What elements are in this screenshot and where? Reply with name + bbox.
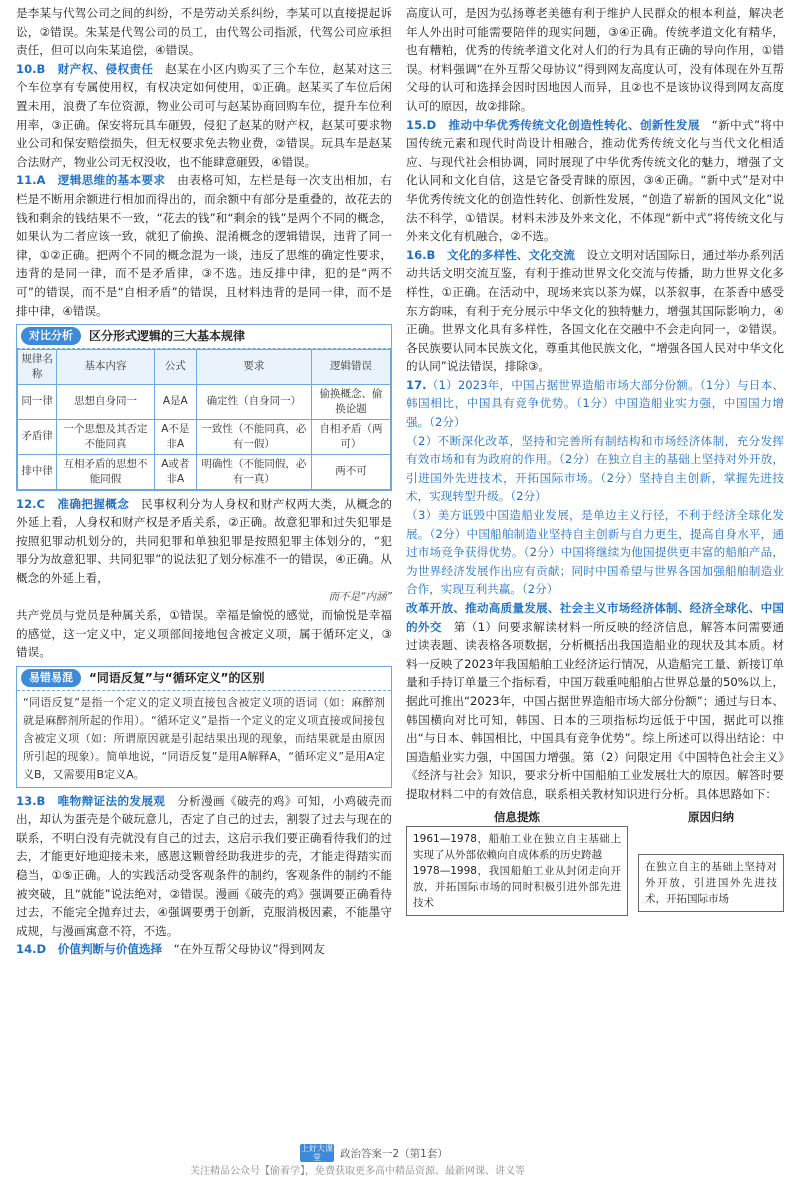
question-12 <box>16 495 392 588</box>
q12-body: 民事权利分为人身权和财产权两大类，从概念的外延上看，人身权和财产权是矛盾关系，②正确。故意犯罪和过失犯罪是按照犯罪动机划分的，共同犯罪和单独犯罪是按照犯罪主体划分的，“犯罪分为故意犯罪、共同犯罪”的说法犯了划分标准不一的错误，④正确。从概念的外延上看， <box>16 496 392 586</box>
confusable-title: “同语反复”与“循环定义”的区别 <box>89 671 265 686</box>
q10-body: 赵某在小区内购买了三个车位，赵某对这三个车位享有专属使用权，有权决定如何使用，①正确。赵某买了车位后闲置未用，浪费了车位资源，物业公司可与赵某协商回购车位，提升车位利用率，③正确。保安将玩具车砸毁，侵犯了赵某的财产权，赵某可要求物业公司和保安赔偿损失，但无权要求免去物业费，②错误。玩具车是赵某合法财产，物业公司无权没收，也不能肆意砸毁，④错误。 <box>16 61 392 169</box>
q14-continued: 高度认可，是因为弘扬尊老美德有利于维护人民群众的根本利益，解决老年人外出时可能需要陪伴的现实问题，③④正确。传统孝道文化有精华，也有糟粕，优秀的传统孝道文化对人们的行为具有正确的导向作用，①错误。材料强调“在外互帮父母协议”得到网友高度认可，没有体现在外互帮父母的认可和选择会因时因地因人而异，且②也不是该协议得到网友高度认可的原因，故②排除。 <box>406 6 784 113</box>
table-header-cell: 基本内容 <box>57 349 154 384</box>
question-17-part1 <box>406 376 784 432</box>
flow-left <box>406 808 628 917</box>
table-header-row <box>18 349 391 384</box>
flow-info-box: 1961—1978，船舶工业在独立自主基础上实现了从外部依赖向自成体系的历史跨越 1978—1998，我国船舶工业从封闭走向开放，并拓国际市场的同时积极引进外部先进技术 <box>406 826 628 916</box>
table-cell: 自相矛盾（两可） <box>312 419 391 454</box>
footer-note: 关注精品公众号【偷着学】，免费获取更多高中精品资源、最新网课、讲义等 <box>190 1166 525 1177</box>
question-16 <box>406 246 784 376</box>
question-13 <box>16 792 392 941</box>
left-column <box>16 4 392 959</box>
table-cell: A是A <box>154 384 196 419</box>
analysis <box>406 599 784 804</box>
compare-box-header <box>17 325 391 349</box>
compare-tag: 对比分析 <box>21 327 81 345</box>
question-15 <box>406 116 784 246</box>
table-cell: 两不可 <box>312 454 391 489</box>
table-header-cell: 规律名称 <box>18 349 57 384</box>
compare-title: 区分形式逻辑的三大基本规律 <box>89 329 246 344</box>
table-cell: 确定性（自身同一） <box>196 384 311 419</box>
page-footer <box>0 1138 800 1176</box>
analysis-heading: 改革开放、推动高质量发展、社会主义市场经济体制、经济全球化、中国的外交 <box>406 601 784 634</box>
table-row <box>18 454 391 489</box>
table-cell: 排中律 <box>18 454 57 489</box>
footer-center <box>300 1144 448 1162</box>
table-cell: 矛盾律 <box>18 419 57 454</box>
q13-body: 分析漫画《破壳的鸡》可知，小鸡破壳而出，却认为蛋壳是个破玩意儿，否定了自己的过去，割裂了过去与现在的联系，不明白没有壳就没有自己的过去，这启示我们要正确看待我们的过去，才能更好地迎接未来，感恩这颗曾经助我进步的壳，才能走得踏实而稳当，①⑤正确。人的实践活动受客观条件的制约，客观条件的制约不能被突破，且“就能”说法绝对，②错误。漫画《破壳的鸡》强调要正确看待过去，不能完全抛弃过去，④强调要勇于创新，克服消极因素，不能墨守成规，与漫画寓意不符，不选。 <box>16 793 392 938</box>
table-cell: 偷换概念、偷换论题 <box>312 384 391 419</box>
table-header-cell: 公式 <box>154 349 196 384</box>
confusable-box <box>16 666 392 788</box>
question-10 <box>16 60 392 172</box>
q16-heading: 16.B 文化的多样性、文化交流 <box>406 247 575 262</box>
q14-heading: 14.D 价值判断与价值选择 <box>16 942 163 957</box>
table-row <box>18 419 391 454</box>
question-14 <box>16 940 392 959</box>
table-cell: A不是非A <box>154 419 196 454</box>
flow-label-reason: 原因归纳 <box>688 809 734 824</box>
table-cell: 同一律 <box>18 384 57 419</box>
q17-answer-1: （1）2023年，中国占据世界造船市场大部分份额。（1分）与日本、韩国相比，中国具有竞争优势。（1分）中国造船业实力强，中国国力增强。（2分） <box>406 377 784 430</box>
question-11 <box>16 171 392 320</box>
q17-answer-2: （2）不断深化改革，坚持和完善所有制结构和市场经济体制，充分发挥有效市场和有为政府的作用。（2分）在独立自主的基础上坚持对外开放，引进国外先进技术，开拓国际市场。（2分）坚持自主创新，掌握先进技术，实现转型升级。（2分） <box>406 433 784 504</box>
table-header-cell: 逻辑错误 <box>312 349 391 384</box>
analysis-body: 第（1）问要求解读材料一所反映的经济信息，解答本问需要通过读表题、读表格各项数据，分析概括出我国造船业的现状及其本质。材料一反映了2023年我国船舶工业经济运行情况，从造船完工量、新接订单量和手持订单量三个指标看，中国万载重吨船舶占世界总量的50%以上，据此可推出“2023年，中国占据世界造船市场大部分份额”；通过与日本、韩国横向对比可知，韩国、日本的三项指标均远低于中国，据此可以推出“与日本、韩国相比，中国具有竞争优势”。综上所述可以得出结论：中国造船业实力强，中国国力增强。第（2）问限定用《中国特色社会主义》《经济与社会》知识，要求分析中国船舶工业发展壮大的原因。解答时要提取材料二中的有效信息，联系相关教材知识进行分析。具体思路如下： <box>406 619 784 801</box>
right-column <box>406 4 784 916</box>
q12-tail: 共产党员与党员是种属关系，①错误。幸福是愉悦的感觉，而愉悦是幸福的感觉，这一定义中，定义项部间接地包含被定义项，属于循环定义，③错误。 <box>16 608 392 660</box>
logic-laws-table <box>17 349 391 490</box>
q14-body: “在外互帮父母协议”得到网友 <box>173 942 325 957</box>
table-cell: A或者非A <box>154 454 196 489</box>
table-cell: 思想自身同一 <box>57 384 154 419</box>
confusable-box-header <box>17 667 391 691</box>
publisher-logo: 上好大课堂 <box>301 1144 333 1162</box>
table-cell: 互相矛盾的思想不能同假 <box>57 454 154 489</box>
flow-label-info: 信息提炼 <box>494 809 540 824</box>
q17-answer-3: （3）美方诋毁中国造船业发展，是单边主义行径，不利于经济全球化发展。（2分）中国船舶制造业坚持自主创新与自力更生，提高自身水平，通过市场竞争获得优势。（2分）中国将继续为他国提供更丰富的船舶产品，为世界经济发展作出应有贡献；同时中国希望与世界各国加强船舶制造业合作，实现互利共赢。（2分） <box>406 508 784 597</box>
q13-heading: 13.B 唯物辩证法的发展观 <box>16 793 166 808</box>
table-cell: 一个思想及其否定不能同真 <box>57 419 154 454</box>
page-label: 政治答案一2（第1套） <box>340 1147 448 1160</box>
table-cell: 明确性（不能同假，必有一真） <box>196 454 311 489</box>
q16-body: 设立文明对话国际日，通过举办系列活动共话文明交流互鉴，有利于推动世界文化交流与传播，助力世界文化多样性，①正确。在活动中，现场来宾以茶为媒，以茶叙事，在茶香中感受东方韵味，有利于充分展示中华文化的独特魅力，增强其国际影响力，④正确。世界文化具有多样性，各国文化在交融中不会走向同一，②错误。各民族要认同本民族文化，尊重其他民族文化，“增强各国人民对中华文化的认同”说法错误，排除③。 <box>406 247 784 374</box>
q15-body: “新中式”将中国传统元素和现代时尚设计相融合，推动优秀传统文化与当代文化相适应、与现代社会相协调，同时展现了中华优秀传统文化的魅力，增强了文化认同和文化自信，这是它备受青睐的原因，③④正确。“新中式”是对中华优秀传统文化的创造性转化、创新性发展，“创造了崭新的国风文化”说法不科学，①错误。材料未涉及外来文化，不体现“新中式”将传统文化与外来文化有机融合，②不选。 <box>406 117 784 244</box>
flow-reason-box: 在独立自主的基础上坚持对外开放，引进国外先进技术，开拓国际市场 <box>638 854 784 912</box>
q12-heading: 12.C 准确把握概念 <box>16 496 130 511</box>
intro-paragraph: 是李某与代驾公司之间的纠纷，不是劳动关系纠纷，李某可以直接提起诉讼，②错误。朱某是代驾公司的员工，由代驾公司指派，代驾公司应承担责任，但可以向朱某追偿，④错误。 <box>16 6 392 58</box>
compare-analysis-box <box>16 324 392 491</box>
q17-number: 17. <box>406 377 427 392</box>
handwritten-note: 而不是“内涵” <box>328 590 392 603</box>
table-cell: 一致性（不能同真，必有一假） <box>196 419 311 454</box>
flow-right <box>638 808 784 917</box>
q11-body: 由表格可知，左栏是每一次支出相加，右栏是不断用余额进行相加而得出的，而余额中有部分是重叠的，故花去的钱和剩余的钱结果不一致，“花去的钱”和“剩余的钱”是两个不同的概念，如果认为二者应该一致，就犯了偷换、混淆概念的逻辑错误，违背了同一律，①②正确。把两个不同的概念混为一谈，违反了思维的确定性要求，违背的是同一律，而不是矛盾律，③不选。违反排中律，犯的是“两不可”的错误，而不是“自相矛盾”的错误，且材料违背的是同一律，而不是排中律，④错误。 <box>16 173 392 318</box>
table-header-cell: 要求 <box>196 349 311 384</box>
confusable-tag: 易错易混 <box>21 669 81 687</box>
table-row <box>18 384 391 419</box>
reasoning-flow <box>406 808 784 917</box>
q15-heading: 15.D 推动中华优秀传统文化创造性转化、创新性发展 <box>406 117 700 132</box>
q11-heading: 11.A 逻辑思维的基本要求 <box>16 173 166 188</box>
q10-heading: 10.B 财产权、侵权责任 <box>16 61 154 76</box>
confusable-body: “同语反复”是指一个定义的定义项直接包含被定义项的语词（如：麻醉剂就是麻醉剂所起的作用）。“循环定义”是指一个定义的定义项直接或间接包含被定义项（如：所谓原因就是引起结果出现的现象，而结果就是由原因所引起的现象）。简单地说，“同语反复”是用A解释A，“循环定义”是用A定义B，又需要用B定义A。 <box>23 695 385 781</box>
